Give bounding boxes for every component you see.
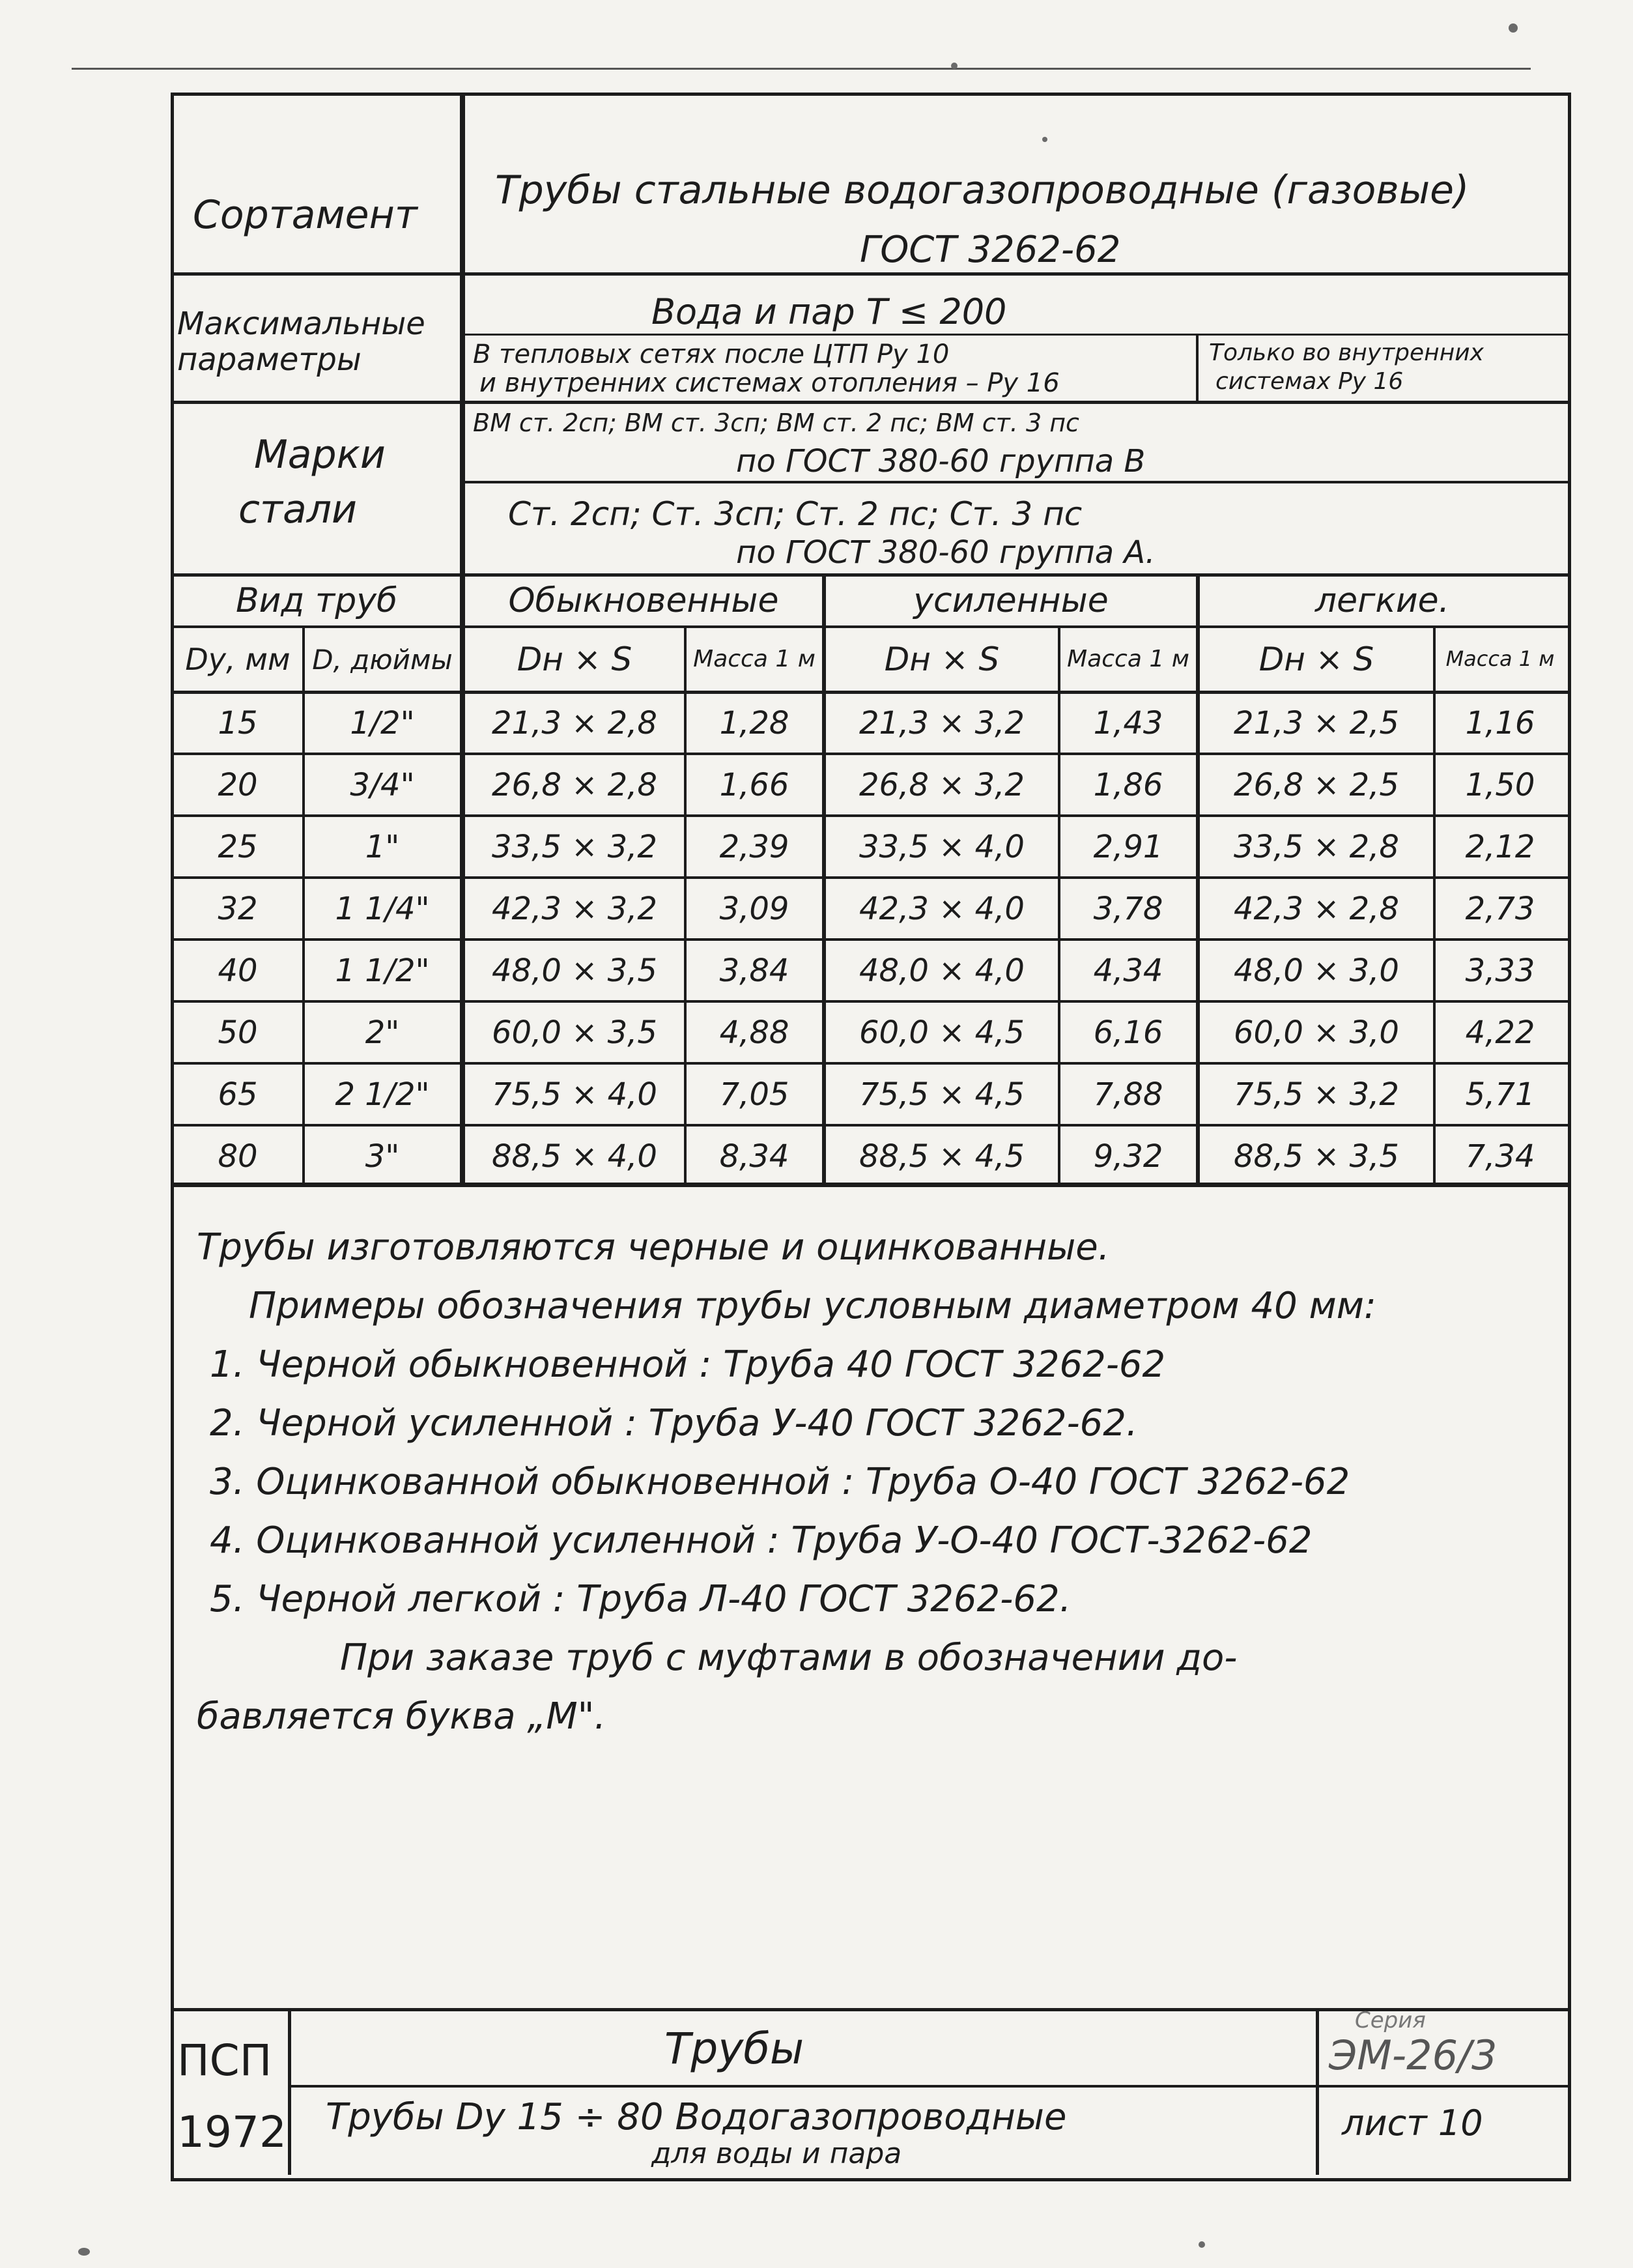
param-right-line2: системах Py 16 — [1215, 368, 1404, 395]
cell-light-mass: 1,16 — [1465, 705, 1535, 741]
cell-ordinary-mass: 1,66 — [719, 767, 789, 803]
standard-number: ГОСТ 3262-62 — [860, 229, 1121, 271]
scan-speck — [78, 2248, 90, 2256]
col-header-dy: Dу, мм — [185, 642, 291, 677]
medium-spec: Вода и пар Т ≤ 200 — [651, 291, 1007, 332]
cell-ordinary-dn-s: 88,5 × 4,0 — [492, 1138, 657, 1175]
table-line — [171, 876, 1568, 879]
steel-grades-a-standard: по ГОСТ 380-60 группа А. — [736, 534, 1156, 571]
col-header-mass: Масса 1 м — [693, 646, 816, 673]
cell-ordinary-dn-s: 21,3 × 2,8 — [492, 705, 657, 741]
cell-reinforced-mass: 1,43 — [1093, 705, 1163, 741]
table-col-line — [460, 573, 465, 1184]
divider-line — [465, 481, 1568, 483]
cell-d-inch: 2" — [365, 1014, 400, 1051]
cell-ordinary-dn-s: 26,8 × 2,8 — [492, 767, 657, 803]
col-header-dn-s: Dн × S — [884, 640, 1000, 678]
cell-light-mass: 7,34 — [1465, 1138, 1535, 1175]
cell-ordinary-dn-s: 75,5 × 4,0 — [492, 1076, 657, 1113]
cell-d-inch: 3" — [365, 1138, 400, 1175]
cell-reinforced-dn-s: 42,3 × 4,0 — [859, 891, 1025, 927]
cell-dy: 32 — [218, 891, 258, 927]
cell-d-inch: 3/4" — [350, 767, 415, 803]
cell-reinforced-dn-s: 88,5 × 4,5 — [859, 1138, 1025, 1175]
note-order-line1: При заказе труб с муфтами в обозначении до- — [340, 1637, 1238, 1679]
pipe-type-label: Вид труб — [235, 581, 398, 620]
cell-light-dn-s: 60,0 × 3,0 — [1234, 1014, 1399, 1051]
example-2: 2. Черной усиленной : Труба У-40 ГОСТ 3262-62. — [210, 1402, 1138, 1444]
cell-light-mass: 1,50 — [1465, 767, 1535, 803]
org-code: ПСП — [177, 2035, 272, 2086]
param-right-line1: Только во внутренних — [1209, 339, 1484, 366]
cell-dy: 25 — [218, 829, 258, 865]
cell-dy: 15 — [218, 705, 258, 741]
cell-d-inch: 1 1/4" — [335, 891, 430, 927]
table-line — [171, 938, 1568, 941]
cell-light-dn-s: 26,8 × 2,5 — [1234, 767, 1399, 803]
cell-reinforced-mass: 6,16 — [1093, 1014, 1163, 1051]
cell-light-dn-s: 75,5 × 3,2 — [1234, 1076, 1399, 1113]
cell-dy: 80 — [218, 1138, 258, 1175]
note-order-line2: бавляется буква „М". — [197, 1695, 606, 1738]
cell-reinforced-dn-s: 48,0 × 4,0 — [859, 953, 1025, 989]
title-block-vline — [1316, 2008, 1319, 2175]
title-block-vline — [288, 2008, 291, 2175]
cell-d-inch: 1/2" — [350, 705, 415, 741]
steel-label-line1: Марки — [254, 432, 386, 478]
scan-speck — [1509, 23, 1518, 33]
divider-line — [465, 334, 1568, 336]
col-header-dn-s: Dн × S — [1258, 640, 1374, 678]
cell-ordinary-dn-s: 48,0 × 3,5 — [492, 953, 657, 989]
col-header-mass: Масса 1 м — [1445, 646, 1555, 672]
cell-light-dn-s: 42,3 × 2,8 — [1234, 891, 1399, 927]
series-label: Серия — [1355, 2007, 1426, 2033]
cell-reinforced-mass: 2,91 — [1093, 829, 1163, 865]
cell-light-dn-s: 21,3 × 2,5 — [1234, 705, 1399, 741]
example-1: 1. Черной обыкновенной : Труба 40 ГОСТ 3262-62 — [210, 1343, 1166, 1386]
max-params-label: Максимальные параметры — [177, 306, 425, 379]
cell-ordinary-mass: 3,09 — [719, 891, 789, 927]
cell-light-mass: 2,73 — [1465, 891, 1535, 927]
group-header-ordinary: Обыкновенные — [508, 581, 779, 620]
page-title: Трубы стальные водогазопроводные (газовые) — [495, 167, 1470, 213]
table-line — [171, 814, 1568, 817]
example-5: 5. Черной легкой : Труба Л-40 ГОСТ 3262-62. — [210, 1578, 1072, 1620]
divider-line — [1196, 336, 1199, 401]
cell-d-inch: 2 1/2" — [335, 1076, 430, 1113]
scan-speck — [951, 63, 958, 69]
cell-reinforced-mass: 1,86 — [1093, 767, 1163, 803]
cell-light-mass: 2,12 — [1465, 829, 1535, 865]
cell-light-mass: 5,71 — [1465, 1076, 1535, 1113]
cell-light-mass: 3,33 — [1465, 953, 1535, 989]
col-header-dn-s: Dн × S — [517, 640, 632, 678]
cell-ordinary-mass: 8,34 — [719, 1138, 789, 1175]
scan-speck — [1199, 2241, 1205, 2248]
cell-dy: 50 — [218, 1014, 258, 1051]
cell-reinforced-mass: 3,78 — [1093, 891, 1163, 927]
cell-reinforced-dn-s: 21,3 × 3,2 — [859, 705, 1025, 741]
cell-reinforced-dn-s: 33,5 × 4,0 — [859, 829, 1025, 865]
cell-d-inch: 1" — [365, 829, 400, 865]
cell-dy: 20 — [218, 767, 258, 803]
cell-reinforced-mass: 4,34 — [1093, 953, 1163, 989]
param-left-line2: и внутренних системах отопления – Py 16 — [479, 368, 1060, 398]
year: 1972 — [177, 2107, 287, 2157]
cell-reinforced-mass: 9,32 — [1093, 1138, 1163, 1175]
steel-grades-b: ВМ ст. 2сп; ВМ ст. 3сп; ВМ ст. 2 пс; ВМ ст. 3 пс — [473, 409, 1079, 437]
cell-ordinary-dn-s: 42,3 × 3,2 — [492, 891, 657, 927]
scan-edge-line — [72, 68, 1531, 70]
drawing-description-line2: для воды и пара — [651, 2137, 902, 2170]
cell-light-dn-s: 48,0 × 3,0 — [1234, 953, 1399, 989]
table-line — [171, 1124, 1568, 1127]
group-header-light: легкие. — [1314, 581, 1450, 620]
divider-line — [171, 272, 1568, 276]
cell-reinforced-dn-s: 26,8 × 3,2 — [859, 767, 1025, 803]
divider-line — [171, 401, 1568, 404]
example-4: 4. Оцинкованной усиленной : Труба У-О-40 ГОСТ-3262-62 — [210, 1519, 1313, 1562]
cell-reinforced-mass: 7,88 — [1093, 1076, 1163, 1113]
example-3: 3. Оцинкованной обыкновенной : Труба О-40 ГОСТ 3262-62 — [210, 1461, 1350, 1503]
cell-d-inch: 1 1/2" — [335, 953, 430, 989]
cell-ordinary-mass: 4,88 — [719, 1014, 789, 1051]
col-header-d-inch: D, дюймы — [312, 643, 453, 676]
cell-ordinary-dn-s: 60,0 × 3,5 — [492, 1014, 657, 1051]
sortament-label: Сортамент — [193, 192, 418, 238]
cell-reinforced-dn-s: 60,0 × 4,5 — [859, 1014, 1025, 1051]
cell-light-mass: 4,22 — [1465, 1014, 1535, 1051]
group-header-reinforced: усиленные — [913, 581, 1109, 620]
cell-ordinary-dn-s: 33,5 × 3,2 — [492, 829, 657, 865]
sheet-number: лист 10 — [1342, 2103, 1483, 2144]
cell-light-dn-s: 88,5 × 3,5 — [1234, 1138, 1399, 1175]
cell-light-dn-s: 33,5 × 2,8 — [1234, 829, 1399, 865]
steel-grades-a: Ст. 2сп; Ст. 3сп; Ст. 2 пс; Ст. 3 пс — [508, 495, 1083, 533]
cell-ordinary-mass: 2,39 — [719, 829, 789, 865]
cell-ordinary-mass: 7,05 — [719, 1076, 789, 1113]
steel-grades-b-standard: по ГОСТ 380-60 группа В — [736, 443, 1146, 480]
drawing-name: Трубы — [664, 2024, 804, 2074]
table-line — [171, 753, 1568, 755]
series-number: ЭМ-26/3 — [1329, 2031, 1498, 2079]
header-vertical-divider — [460, 93, 465, 575]
cell-dy: 65 — [218, 1076, 258, 1113]
note-finish: Трубы изготовляются черные и оцинкованные. — [197, 1226, 1110, 1269]
cell-reinforced-dn-s: 75,5 × 4,5 — [859, 1076, 1025, 1113]
drawing-description: Трубы Dy 15 ÷ 80 Водогазопроводные — [326, 2096, 1067, 2138]
steel-label-line2: стали — [238, 487, 358, 532]
param-left-line1: В тепловых сетях после ЦТП Py 10 — [473, 339, 950, 369]
note-examples-intro: Примеры обозначения трубы условным диаметром 40 мм: — [249, 1285, 1376, 1327]
col-header-mass: Масса 1 м — [1067, 646, 1189, 673]
table-line — [171, 1000, 1568, 1003]
table-line — [171, 1062, 1568, 1065]
title-block-mid-line — [291, 2085, 1568, 2088]
cell-dy: 40 — [218, 953, 258, 989]
cell-ordinary-mass: 3,84 — [719, 953, 789, 989]
cell-ordinary-mass: 1,28 — [719, 705, 789, 741]
